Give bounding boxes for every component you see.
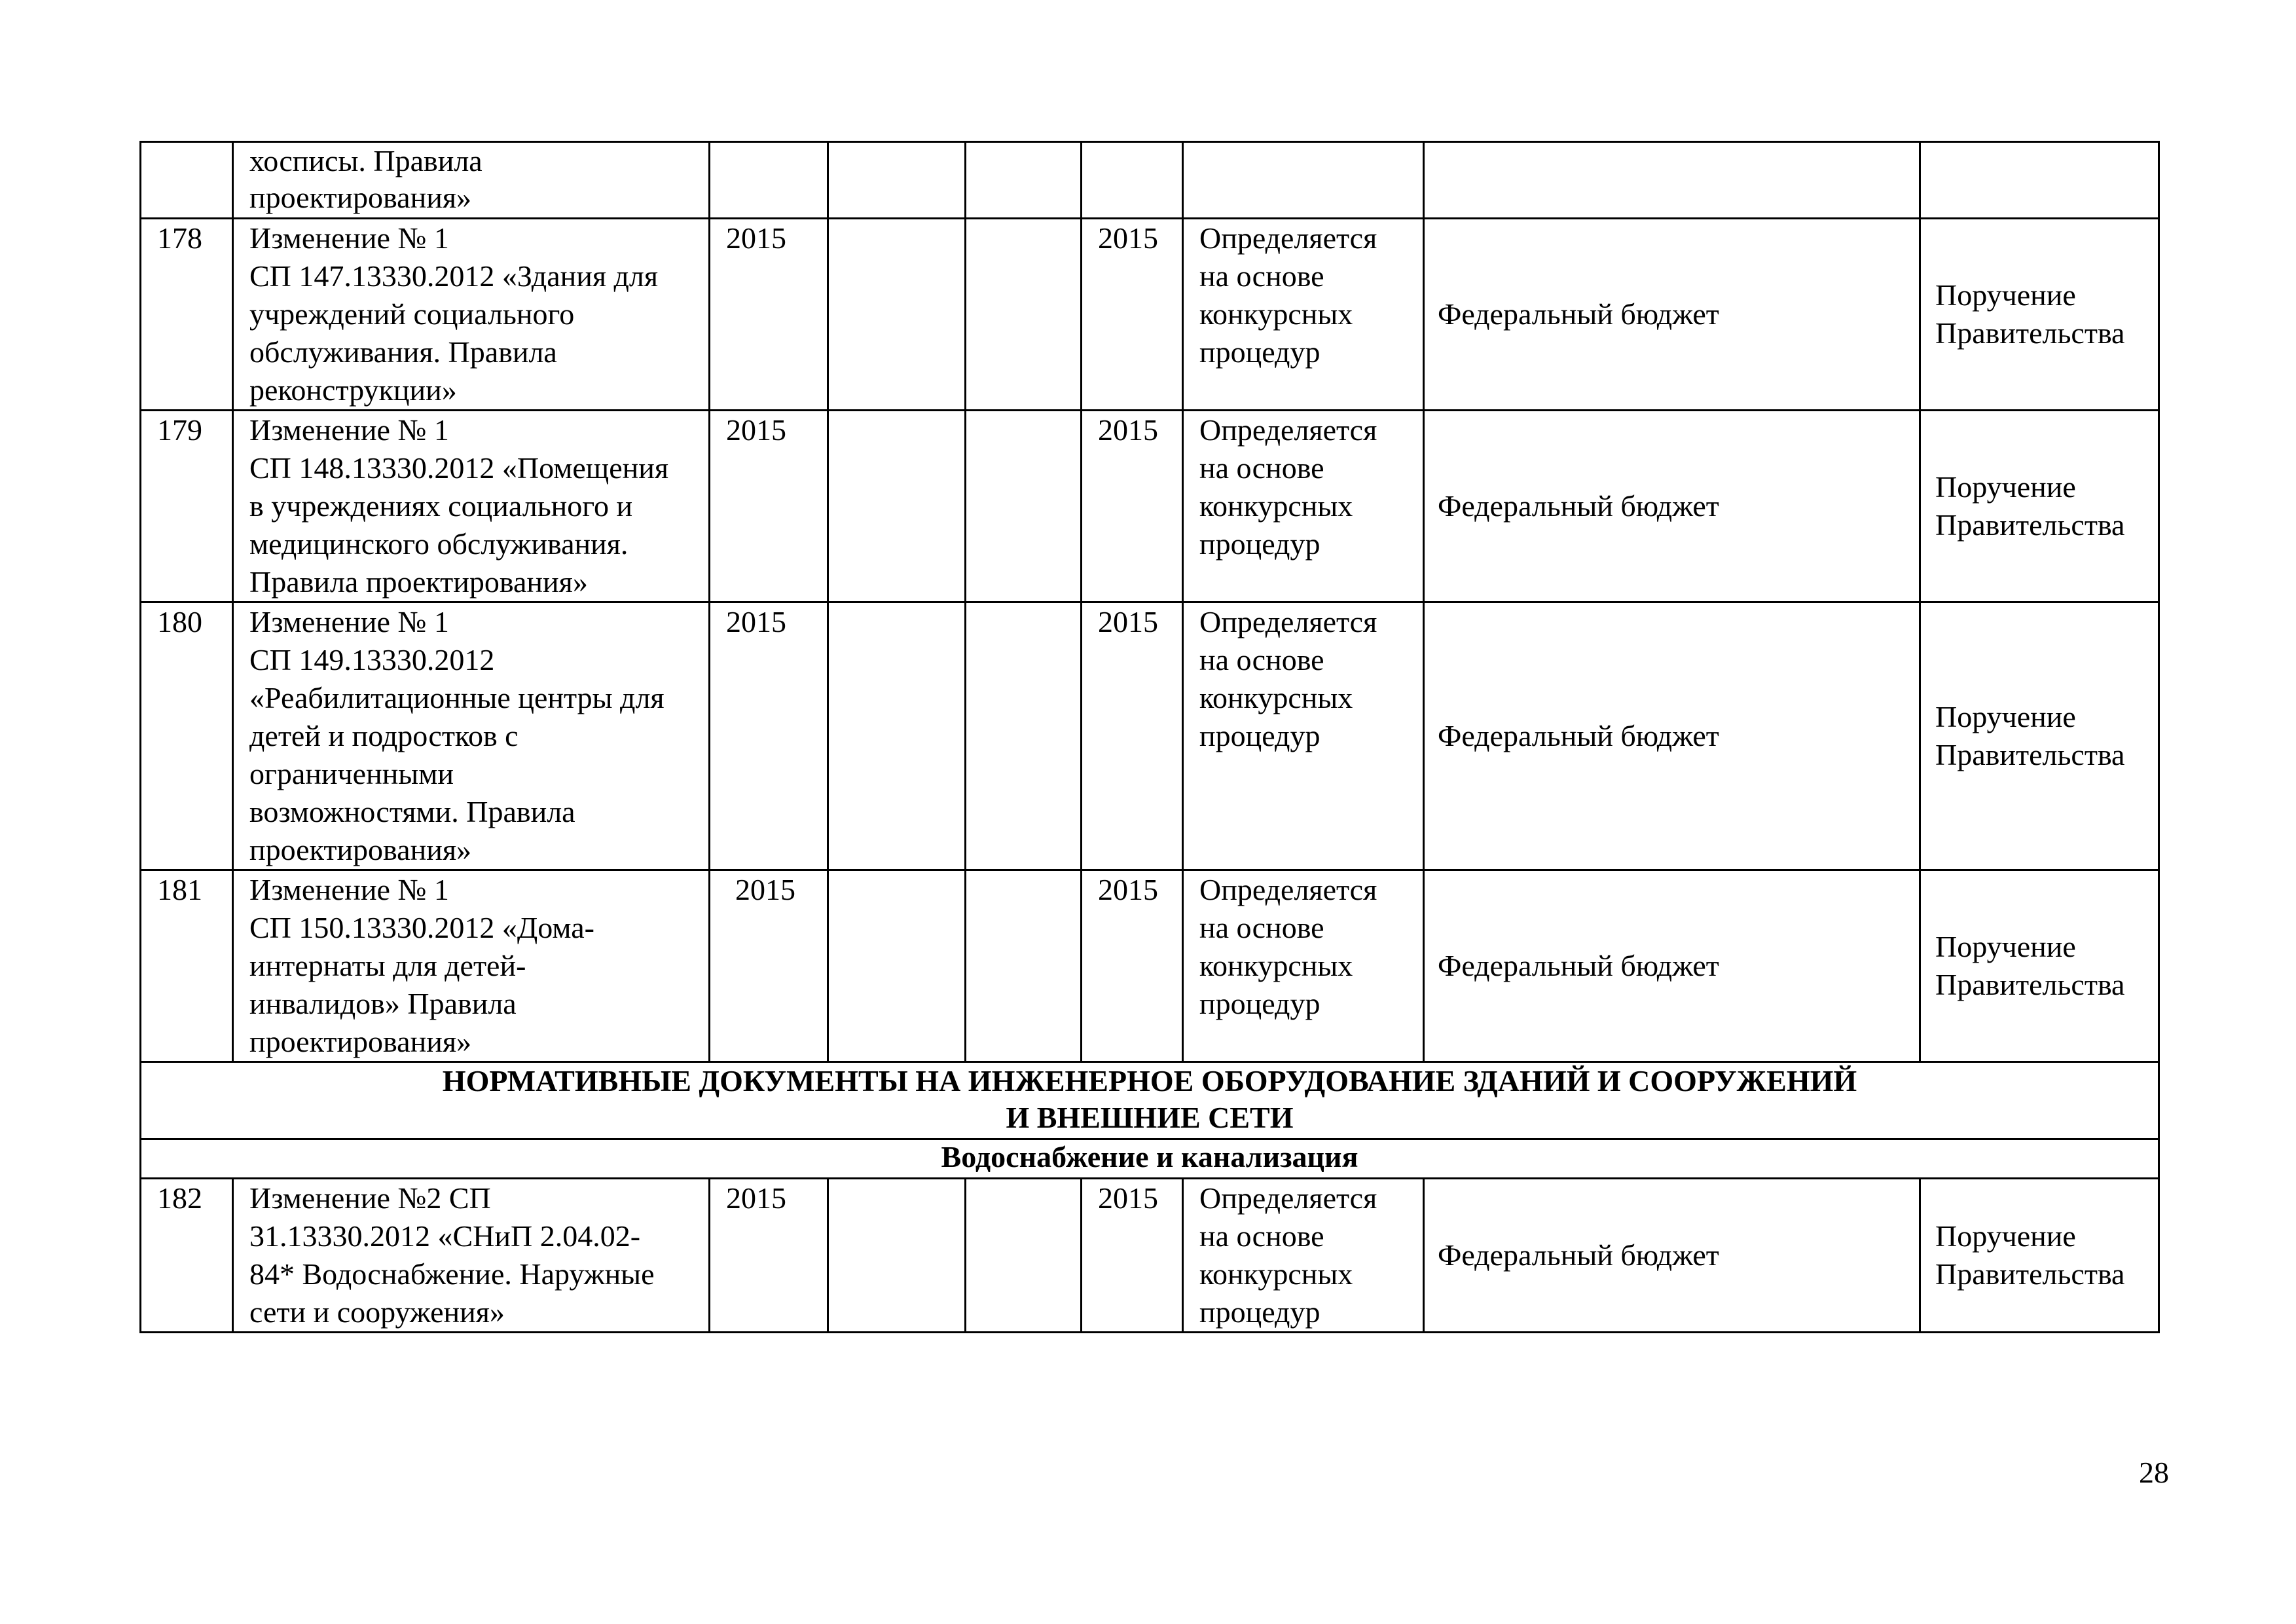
number-cell: 179 [141,411,233,602]
basis-cell: Поручение Правительства [1920,870,2159,1062]
empty-cell [828,219,966,411]
cost-cell: Определяется на основе конкурсных процедур [1183,870,1424,1062]
cost-cell: Определяется на основе конкурсных процедур [1183,602,1424,870]
empty-cell [828,870,966,1062]
section-heading-row [141,1062,2159,1139]
basis-cell: Поручение Правительства [1920,602,2159,870]
table-row [141,1179,2159,1333]
number-cell: 180 [141,602,233,870]
section-heading: НОРМАТИВНЫЕ ДОКУМЕНТЫ НА ИНЖЕНЕРНОЕ ОБОРУДОВАНИЕ ЗДАНИЙ И СООРУЖЕНИЙ И ВНЕШНИЕ СЕТИ [141,1062,2159,1139]
number-cell [141,142,233,219]
subsection-heading-row [141,1139,2159,1179]
document-name-cell: Изменение № 1 СП 149.13330.2012 «Реабилитационные центры для детей и подростков с ограниченными возможностями. Правила проектирования» [233,602,710,870]
empty-cell [966,411,1082,602]
end-year-cell: 2015 [1082,411,1183,602]
end-year-cell: 2015 [1082,219,1183,411]
financing-source-cell: Федеральный бюджет [1424,219,1920,411]
start-year-cell: 2015 [710,219,828,411]
document-name-cell: хосписы. Правила проектирования» [233,142,710,219]
empty-cell [1183,142,1424,219]
subsection-heading: Водоснабжение и канализация [141,1139,2159,1179]
financing-source-cell: Федеральный бюджет [1424,1179,1920,1333]
cost-cell: Определяется на основе конкурсных процедур [1183,219,1424,411]
end-year-cell: 2015 [1082,1179,1183,1333]
financing-source-cell: Федеральный бюджет [1424,602,1920,870]
empty-cell [1424,142,1920,219]
empty-cell [966,602,1082,870]
empty-cell [966,870,1082,1062]
basis-cell: Поручение Правительства [1920,219,2159,411]
table-body [141,142,2159,1333]
start-year-cell: 2015 [710,1179,828,1333]
table-row [141,219,2159,411]
empty-cell [828,142,966,219]
financing-source-cell: Федеральный бюджет [1424,411,1920,602]
document-name-cell: Изменение № 1 СП 150.13330.2012 «Дома- интернаты для детей- инвалидов» Правила проектирования» [233,870,710,1062]
start-year-cell: 2015 [710,411,828,602]
empty-cell [966,142,1082,219]
table-row [141,870,2159,1062]
empty-cell [828,411,966,602]
cost-cell: Определяется на основе конкурсных процедур [1183,1179,1424,1333]
table-row-continued [141,142,2159,219]
page-number: 28 [2139,1456,2169,1489]
empty-cell [1920,142,2159,219]
basis-cell: Поручение Правительства [1920,1179,2159,1333]
table-row [141,602,2159,870]
start-year-cell: 2015 [710,602,828,870]
end-year-cell: 2015 [1082,870,1183,1062]
start-year-cell: 2015 [710,870,828,1062]
empty-cell [828,602,966,870]
document-name-cell: Изменение № 1 СП 148.13330.2012 «Помещения в учреждениях социального и медицинского обслуживания. Правила проектирования» [233,411,710,602]
number-cell: 181 [141,870,233,1062]
empty-cell [828,1179,966,1333]
end-year-cell: 2015 [1082,602,1183,870]
basis-cell: Поручение Правительства [1920,411,2159,602]
cost-cell: Определяется на основе конкурсных процедур [1183,411,1424,602]
number-cell: 178 [141,219,233,411]
document-name-cell: Изменение №2 СП 31.13330.2012 «СНиП 2.04.02- 84* Водоснабжение. Наружные сети и сооружения» [233,1179,710,1333]
empty-cell [710,142,828,219]
document-name-cell: Изменение № 1 СП 147.13330.2012 «Здания для учреждений социального обслуживания. Правила реконструкции» [233,219,710,411]
table-row [141,411,2159,602]
empty-cell [1082,142,1183,219]
empty-cell [966,1179,1082,1333]
financing-source-cell: Федеральный бюджет [1424,870,1920,1062]
empty-cell [966,219,1082,411]
number-cell: 182 [141,1179,233,1333]
plan-table [139,141,2160,1333]
